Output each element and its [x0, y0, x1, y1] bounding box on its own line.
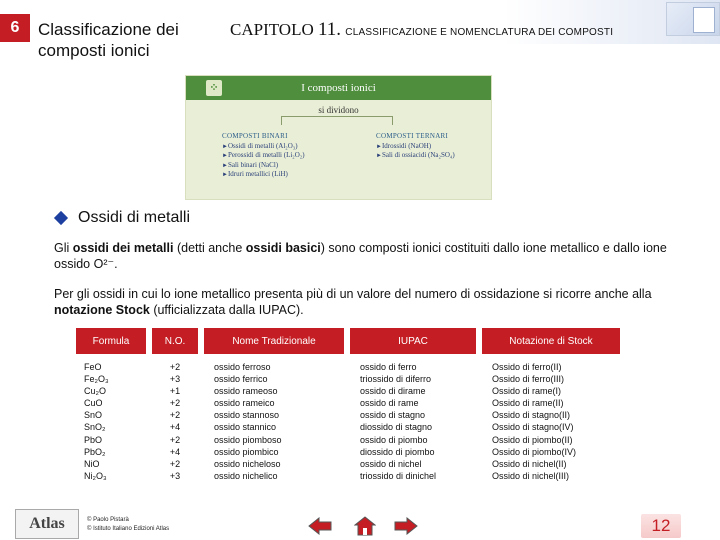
column-header-no: N.O. — [152, 328, 204, 354]
prev-button[interactable] — [308, 516, 332, 536]
stock-name-column — [482, 354, 620, 483]
binary-item: ► Sali binari (NaCl) — [222, 161, 305, 171]
table-cell: ossido di dirame — [360, 386, 426, 397]
oxidation-number-column — [152, 354, 204, 483]
table-cell: PbO — [84, 434, 103, 445]
bold-term: notazione Stock — [54, 303, 150, 317]
table-cell: ossido piomboso — [214, 434, 282, 445]
ternary-heading: COMPOSTI TERNARI — [376, 132, 449, 140]
table-cell: Ni₂O₃ — [84, 470, 107, 481]
table-cell: SnO₂ — [84, 422, 106, 433]
table-cell: Ossido di stagno(II) — [492, 410, 571, 421]
column-header-stock: Notazione di Stock — [482, 328, 620, 354]
text: ) sono composti ionici costituiti dallo ione metallico e dallo ione ossido O²⁻. — [54, 241, 667, 271]
table-cell: Ossido di piombo(IV) — [492, 446, 577, 457]
bold-term: ossidi dei metalli — [72, 241, 174, 255]
chapter-title: CLASSIFICAZIONE E NOMENCLATURA DEI COMPOSTI — [345, 27, 614, 38]
table-cell: NiO — [84, 458, 100, 469]
table-cell: +3 — [169, 470, 181, 481]
table-cell: FeO — [84, 362, 102, 372]
bold-term: ossidi basici — [245, 241, 321, 255]
table-cell: triossido di diferro — [360, 374, 432, 385]
publisher-logo-top — [666, 2, 720, 36]
table-cell: Cu₂O — [84, 386, 106, 397]
home-button[interactable] — [353, 516, 377, 536]
slide-title: Classificazione dei composti ionici — [38, 20, 179, 60]
table-cell: ossido nicheloso — [214, 458, 281, 469]
table-cell: SnO — [84, 410, 103, 421]
table-cell: ossido stannico — [214, 422, 277, 433]
table-cell: +2 — [169, 434, 181, 445]
ionic-compounds-diagram — [185, 75, 492, 200]
binary-heading: COMPOSTI BINARI — [222, 132, 288, 140]
table-cell: CuO — [84, 398, 103, 409]
text: Per gli ossidi in cui lo ione metallico presenta più di un valore del numero di ossidazione si ricorre anche alla — [54, 287, 652, 301]
diamond-bullet-icon — [54, 211, 68, 225]
table-cell: +4 — [169, 446, 181, 457]
molecule-icon: ⁘ — [206, 80, 222, 96]
table-cell: ossido stannoso — [214, 410, 280, 421]
table-body-row — [76, 354, 620, 483]
binary-item: ► Ossidi di metalli (Al₂O₃) — [222, 142, 305, 152]
binary-item: ► Perossidi di metalli (Li₂O₂) — [222, 151, 305, 161]
table-cell: diossido di stagno — [360, 422, 433, 433]
slide-number-badge: 6 — [0, 14, 30, 42]
table-cell: +4 — [169, 422, 181, 433]
table-cell: ossido ferrico — [214, 374, 268, 385]
ternary-item: ► Idrossidi (NaOH) — [376, 142, 455, 152]
copyright — [87, 516, 169, 534]
oxides-table — [76, 328, 620, 483]
table-cell: Ossido di rame(I) — [492, 386, 562, 397]
paragraph-stock — [54, 286, 674, 318]
text: (detti anche — [173, 241, 246, 255]
diagram-connector — [281, 116, 393, 125]
section-heading — [56, 209, 190, 227]
table-cell: ossido nichelico — [214, 470, 278, 481]
table-cell: ossido di piombo — [360, 434, 428, 445]
diagram-title: I composti ionici — [186, 76, 491, 100]
text: Gli — [54, 241, 73, 255]
paragraph-definition — [54, 240, 674, 272]
ternary-item: ► Sali di ossiacidi (Na₂SO₄) — [376, 151, 455, 161]
binary-item: ► Idruri metallici (LiH) — [222, 170, 305, 180]
copyright-publisher: © Istituto Italiano Edizioni Atlas — [87, 526, 170, 532]
iupac-name-column — [350, 354, 482, 483]
table-cell: triossido di dinichel — [360, 470, 437, 481]
formula-column — [76, 354, 152, 483]
table-cell: PbO₂ — [84, 446, 106, 457]
table-cell: diossido di piombo — [360, 446, 435, 457]
table-cell: Ossido di stagno(IV) — [492, 422, 574, 433]
text: (ufficializzata dalla IUPAC). — [149, 303, 304, 317]
atlas-logo: Atlas — [15, 509, 79, 539]
table-cell: +3 — [169, 374, 181, 385]
table-cell: ossido piombico — [214, 446, 279, 457]
column-header-traditional: Nome Tradizionale — [204, 328, 350, 354]
table-cell: Ossido di piombo(II) — [492, 434, 573, 445]
table-cell: ossido ferroso — [214, 362, 271, 372]
chapter-number: 11. — [318, 19, 342, 40]
table-cell: Ossido di nichel(III) — [492, 470, 570, 481]
chapter-heading — [230, 19, 613, 41]
next-button[interactable] — [394, 516, 418, 536]
page-number: 12 — [641, 514, 681, 538]
diagram-subtitle: si dividono — [318, 105, 359, 115]
table-cell: Fe₂O₃ — [84, 374, 109, 385]
table-cell: ossido di ferro — [360, 362, 417, 372]
arrow-left-icon — [308, 517, 332, 535]
table-cell: ossido rameoso — [214, 386, 278, 397]
table-cell: Ossido di ferro(III) — [492, 374, 565, 385]
table-cell: +2 — [169, 362, 181, 372]
table-cell: Ossido di rame(II) — [492, 398, 564, 409]
copyright-author: © Paolo Pistarà — [87, 517, 129, 523]
ternary-compounds-column — [376, 132, 455, 161]
table-cell: Ossido di ferro(II) — [492, 362, 562, 372]
section-title: Ossidi di metalli — [78, 209, 191, 226]
chapter-label: CAPITOLO — [230, 20, 314, 39]
column-header-iupac: IUPAC — [350, 328, 482, 354]
home-icon — [354, 516, 376, 536]
binary-compounds-column — [222, 132, 305, 180]
table-cell: ossido di rame — [360, 398, 419, 409]
book-icon — [693, 7, 715, 33]
traditional-name-column — [204, 354, 350, 483]
table-cell: ossido di nichel — [360, 458, 422, 469]
table-cell: +2 — [169, 458, 181, 469]
arrow-right-icon — [394, 517, 418, 535]
table-cell: Ossido di nichel(II) — [492, 458, 567, 469]
table-cell: +2 — [169, 410, 181, 421]
column-header-formula: Formula — [76, 328, 152, 354]
table-cell: ossido rameico — [214, 398, 275, 409]
table-cell: ossido di stagno — [360, 410, 426, 421]
table-cell: +2 — [169, 398, 181, 409]
table-cell: +1 — [169, 386, 181, 397]
